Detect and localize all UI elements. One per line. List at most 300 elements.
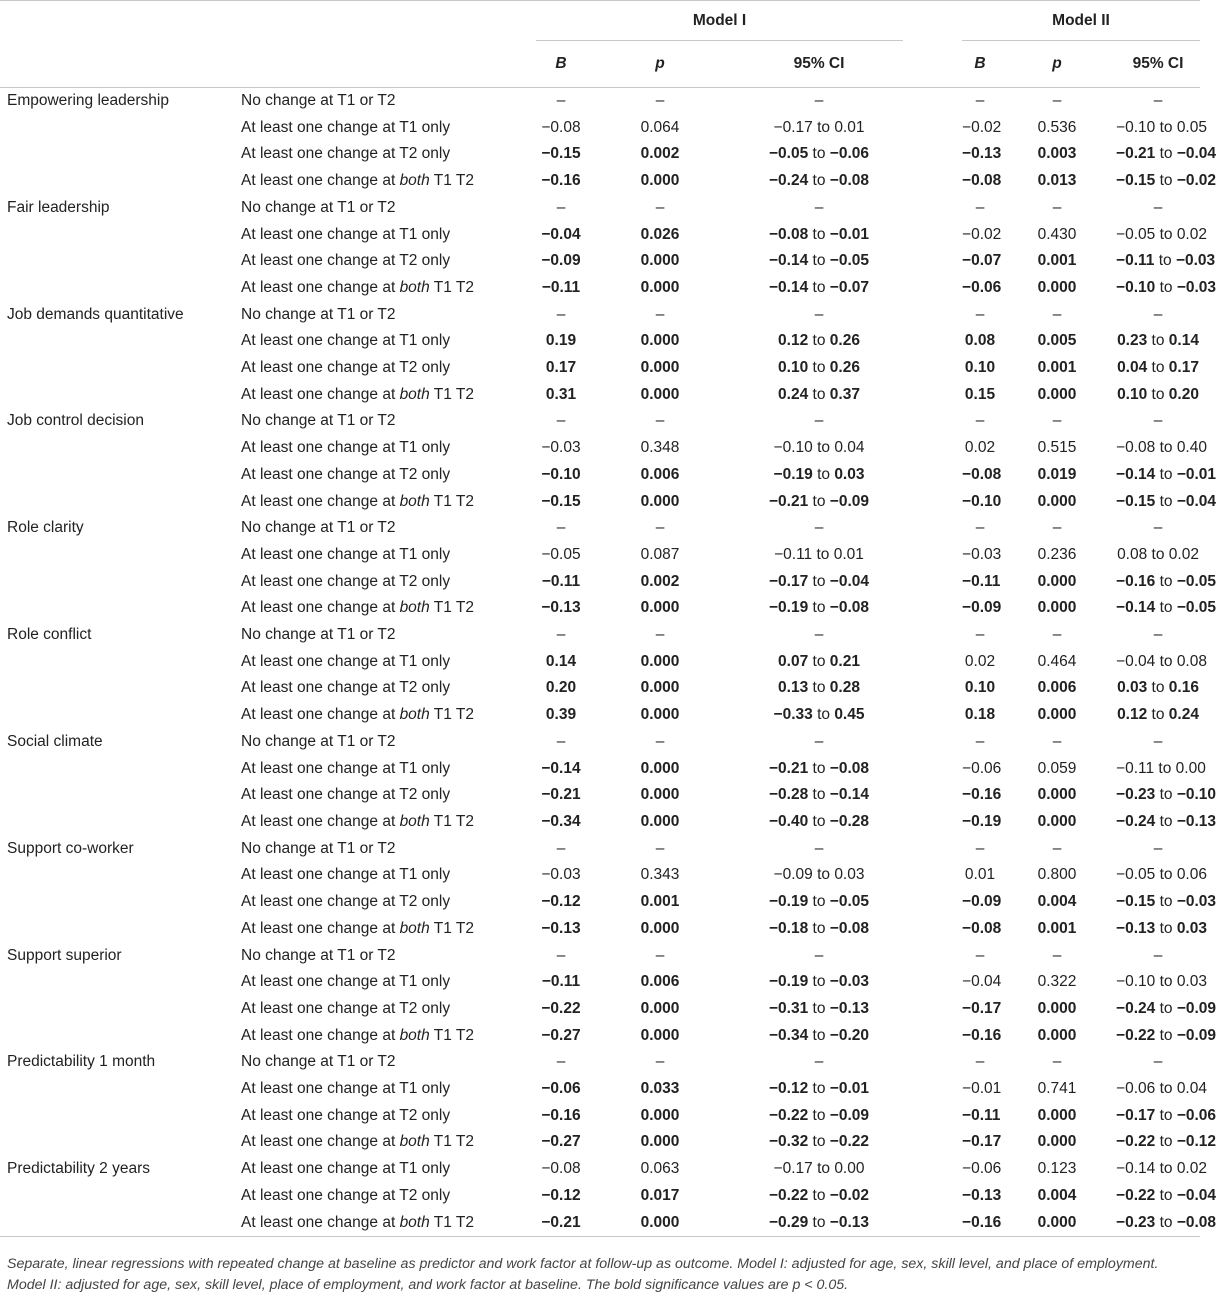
change-category-label: At least one change at T2 only bbox=[241, 1186, 451, 1204]
model1-b-value: −0.12 bbox=[541, 893, 581, 911]
change-category-label: At least one change at T1 only bbox=[241, 973, 451, 991]
label-prefix: At least one change at bbox=[241, 492, 400, 510]
reference-dash-model1: – bbox=[814, 519, 824, 537]
ci-upper: −0.01 bbox=[1176, 465, 1216, 483]
label-emphasis: both bbox=[399, 492, 430, 510]
model1-b-value: −0.11 bbox=[541, 572, 581, 590]
model2-b-value: −0.16 bbox=[962, 1210, 998, 1237]
model1-p-value: 0.348 bbox=[640, 439, 680, 457]
model1-b-value: −0.14 bbox=[541, 759, 581, 777]
model1-ci-value bbox=[728, 382, 910, 409]
column-gap bbox=[910, 141, 962, 168]
model2-p-value: 0.000 bbox=[1037, 599, 1077, 617]
col-b-model2: B bbox=[962, 41, 998, 88]
ci-separator: to bbox=[1151, 545, 1165, 563]
ci-separator: to bbox=[1159, 999, 1173, 1017]
label-prefix: At least one change at bbox=[241, 1026, 400, 1044]
ci-lower: 0.10 bbox=[778, 359, 809, 377]
model2-ci-value bbox=[1116, 595, 1216, 622]
model2-ci-value bbox=[1116, 675, 1200, 702]
reference-dash-model1: – bbox=[556, 626, 566, 644]
ci-upper: −0.04 bbox=[1176, 1186, 1216, 1204]
ci-lower: −0.40 bbox=[768, 812, 809, 830]
subheader-gap bbox=[910, 41, 962, 88]
table-row bbox=[0, 836, 1200, 863]
ci-lower: −0.10 bbox=[773, 439, 813, 457]
column-gap bbox=[910, 675, 962, 702]
label-prefix: At least one change at bbox=[241, 706, 400, 724]
reference-dash-model2: – bbox=[1153, 519, 1163, 537]
work-factor-label bbox=[0, 649, 232, 676]
change-category-label bbox=[232, 1129, 530, 1156]
model1-b-value: −0.34 bbox=[541, 812, 581, 830]
ci-lower: −0.19 bbox=[768, 973, 809, 991]
work-factor-label bbox=[0, 1103, 232, 1130]
ci-upper: 0.06 bbox=[1176, 866, 1207, 884]
work-factor-label bbox=[0, 1210, 232, 1237]
ci-lower: 0.04 bbox=[1117, 359, 1148, 377]
reference-dash-model1: – bbox=[655, 946, 665, 964]
model1-b-value: −0.13 bbox=[541, 919, 581, 937]
model1-ci-value bbox=[728, 435, 910, 462]
label-emphasis: both bbox=[399, 812, 430, 830]
work-factor-label bbox=[0, 222, 232, 249]
reference-dash-model2: – bbox=[1052, 626, 1062, 644]
change-category-label: At least one change at T2 only bbox=[241, 572, 451, 590]
work-factor-label: Support co-worker bbox=[7, 839, 134, 857]
ci-separator: to bbox=[812, 385, 826, 403]
model1-b-value: −0.05 bbox=[541, 545, 581, 563]
ci-upper: 0.00 bbox=[1175, 759, 1206, 777]
model1-p-value: 0.000 bbox=[640, 812, 680, 830]
ci-separator: to bbox=[812, 812, 826, 830]
model2-ci-value bbox=[1116, 756, 1206, 783]
model1-ci-value bbox=[728, 115, 910, 142]
work-factor-label bbox=[0, 969, 232, 996]
change-category-label: At least one change at T2 only bbox=[241, 786, 451, 804]
ci-lower: −0.15 bbox=[1116, 893, 1156, 911]
model1-p-value: 0.000 bbox=[640, 1106, 680, 1124]
ci-lower: 0.07 bbox=[778, 652, 809, 670]
ci-separator: to bbox=[1159, 812, 1173, 830]
ci-separator: to bbox=[812, 252, 826, 270]
model2-b-value: 0.02 bbox=[964, 652, 996, 670]
table-row bbox=[0, 328, 1200, 355]
ci-lower: −0.18 bbox=[768, 919, 809, 937]
reference-dash-model2: – bbox=[975, 519, 985, 537]
change-category-label: No change at T1 or T2 bbox=[241, 732, 396, 750]
ci-lower: 0.10 bbox=[1117, 385, 1148, 403]
table-row bbox=[0, 1076, 1200, 1103]
model2-p-value: 0.000 bbox=[1037, 572, 1077, 590]
ci-upper: −0.05 bbox=[829, 252, 870, 270]
table-row bbox=[0, 195, 1200, 222]
reference-dash-model2: – bbox=[1052, 198, 1062, 216]
ci-upper: −0.05 bbox=[829, 893, 870, 911]
change-category-label: At least one change at T2 only bbox=[241, 999, 451, 1017]
column-gap bbox=[910, 222, 962, 249]
ci-lower: −0.19 bbox=[773, 465, 813, 483]
model1-ci-value bbox=[728, 1156, 910, 1183]
ci-upper: −0.04 bbox=[1176, 492, 1216, 510]
ci-lower: −0.17 bbox=[773, 1160, 813, 1178]
model1-ci-value bbox=[728, 141, 910, 168]
model2-p-value: 0.741 bbox=[1037, 1080, 1077, 1098]
table-row bbox=[0, 435, 1200, 462]
ci-separator: to bbox=[812, 1133, 826, 1151]
change-category-label: At least one change at T1 only bbox=[241, 1160, 451, 1178]
model2-b-value: −0.02 bbox=[962, 225, 1002, 243]
work-factor-label bbox=[0, 115, 232, 142]
model2-p-value: 0.430 bbox=[1037, 225, 1077, 243]
reference-dash-model1: – bbox=[556, 412, 566, 430]
ci-separator: to bbox=[812, 1080, 826, 1098]
model2-b-value: −0.02 bbox=[962, 118, 1002, 136]
ci-upper: −0.04 bbox=[1176, 145, 1216, 163]
ci-lower: −0.05 bbox=[1116, 866, 1156, 884]
model2-p-value: 0.013 bbox=[1037, 172, 1077, 190]
ci-separator: to bbox=[812, 278, 826, 296]
ci-upper: −0.13 bbox=[829, 1213, 870, 1231]
model2-p-value: 0.236 bbox=[1037, 545, 1077, 563]
model2-ci-value bbox=[1116, 168, 1216, 195]
ci-lower: −0.10 bbox=[1116, 278, 1156, 296]
ci-upper: −0.07 bbox=[829, 278, 870, 296]
ci-lower: −0.08 bbox=[768, 225, 809, 243]
col-ci-model1: 95% CI bbox=[728, 41, 910, 88]
ci-lower: −0.21 bbox=[768, 759, 809, 777]
ci-separator: to bbox=[1159, 1106, 1173, 1124]
change-category-label: At least one change at T1 only bbox=[241, 332, 451, 350]
ci-upper: −0.03 bbox=[1176, 893, 1216, 911]
work-factor-label bbox=[0, 756, 232, 783]
ci-upper: −0.10 bbox=[1176, 786, 1216, 804]
ci-separator: to bbox=[812, 973, 826, 991]
ci-upper: −0.08 bbox=[1176, 1213, 1216, 1231]
ci-separator: to bbox=[812, 572, 826, 590]
model1-ci-value bbox=[728, 248, 910, 275]
work-factor-label bbox=[0, 248, 232, 275]
ci-separator: to bbox=[812, 332, 826, 350]
model2-ci-value bbox=[1116, 382, 1200, 409]
model2-ci-value bbox=[1116, 222, 1207, 249]
model1-ci-value bbox=[728, 969, 910, 996]
ci-separator: to bbox=[812, 1186, 826, 1204]
table-row bbox=[0, 115, 1200, 142]
work-factor-label bbox=[0, 542, 232, 569]
ci-upper: 0.02 bbox=[1168, 545, 1199, 563]
model1-ci-value bbox=[728, 889, 910, 916]
model2-ci-value bbox=[1116, 1076, 1207, 1103]
work-factor-label bbox=[0, 168, 232, 195]
ci-upper: 0.03 bbox=[1176, 973, 1207, 991]
column-gap bbox=[910, 756, 962, 783]
reference-dash-model2: – bbox=[1153, 626, 1163, 644]
table-row bbox=[0, 595, 1200, 622]
ci-separator: to bbox=[1151, 679, 1165, 697]
table-row bbox=[0, 222, 1200, 249]
ci-upper: −0.06 bbox=[829, 145, 870, 163]
ci-upper: −0.01 bbox=[829, 1080, 870, 1098]
change-category-label bbox=[232, 168, 530, 195]
model2-b-value: −0.01 bbox=[962, 1080, 1002, 1098]
ci-upper: −0.02 bbox=[829, 1186, 870, 1204]
ci-separator: to bbox=[1158, 759, 1172, 777]
label-suffix: T1 T2 bbox=[429, 1213, 474, 1231]
model2-b-value: −0.09 bbox=[962, 599, 1002, 617]
work-factor-label: Fair leadership bbox=[7, 198, 110, 216]
column-gap bbox=[910, 969, 962, 996]
model1-p-value: 0.000 bbox=[640, 1026, 680, 1044]
ci-lower: −0.17 bbox=[1116, 1106, 1156, 1124]
table-row bbox=[0, 622, 1200, 649]
ci-separator: to bbox=[812, 1026, 826, 1044]
change-category-label: At least one change at T2 only bbox=[241, 893, 451, 911]
reference-dash-model1: – bbox=[556, 946, 566, 964]
label-suffix: T1 T2 bbox=[429, 812, 474, 830]
change-category-label: No change at T1 or T2 bbox=[241, 412, 396, 430]
table-row bbox=[0, 569, 1200, 596]
reference-dash-model1: – bbox=[814, 198, 824, 216]
reference-dash-model2: – bbox=[1153, 412, 1163, 430]
model1-p-value: 0.017 bbox=[640, 1186, 680, 1204]
ci-upper: −0.09 bbox=[1176, 1026, 1216, 1044]
ci-upper: 0.28 bbox=[829, 679, 860, 697]
model1-b-value: −0.15 bbox=[541, 145, 581, 163]
ci-separator: to bbox=[812, 492, 826, 510]
ci-separator: to bbox=[812, 759, 826, 777]
model2-b-value: −0.06 bbox=[962, 1160, 1002, 1178]
reference-dash-model2: – bbox=[1153, 732, 1163, 750]
model-1-header bbox=[530, 1, 910, 42]
model2-p-value: 0.000 bbox=[1037, 1106, 1077, 1124]
work-factor-label: Role clarity bbox=[7, 519, 84, 537]
model1-b-value: −0.16 bbox=[541, 1106, 581, 1124]
reference-dash-model2: – bbox=[975, 305, 985, 323]
work-factor-label bbox=[0, 809, 232, 836]
model1-b-value: 0.17 bbox=[545, 359, 577, 377]
model1-p-value: 0.000 bbox=[640, 332, 680, 350]
model2-p-value: 0.006 bbox=[1037, 679, 1077, 697]
ci-separator: to bbox=[812, 145, 826, 163]
ci-lower: −0.11 bbox=[1116, 759, 1155, 777]
ci-upper: 0.16 bbox=[1168, 679, 1199, 697]
model2-b-value: −0.16 bbox=[962, 1026, 1002, 1044]
ci-lower: 0.23 bbox=[1117, 332, 1148, 350]
ci-separator: to bbox=[1151, 385, 1165, 403]
ci-lower: −0.14 bbox=[768, 252, 809, 270]
work-factor-label bbox=[0, 1129, 232, 1156]
reference-dash-model1: – bbox=[556, 1053, 566, 1071]
model1-b-value: 0.31 bbox=[545, 385, 577, 403]
reference-dash-model1: – bbox=[814, 305, 824, 323]
column-gap bbox=[910, 595, 962, 622]
model1-p-value: 0.002 bbox=[640, 145, 680, 163]
table-row bbox=[0, 1156, 1200, 1183]
change-category-label: No change at T1 or T2 bbox=[241, 519, 396, 537]
ci-lower: −0.12 bbox=[768, 1080, 809, 1098]
model1-b-value: −0.12 bbox=[541, 1186, 581, 1204]
column-gap bbox=[910, 1129, 962, 1156]
change-category-label: At least one change at T1 only bbox=[241, 759, 451, 777]
ci-separator: to bbox=[1151, 359, 1165, 377]
model2-ci-value bbox=[1116, 462, 1216, 489]
change-category-label bbox=[232, 1210, 530, 1237]
model2-p-value: 0.515 bbox=[1037, 439, 1077, 457]
change-category-label bbox=[232, 382, 530, 409]
table-row bbox=[0, 141, 1200, 168]
ci-separator: to bbox=[1151, 332, 1165, 350]
table-row bbox=[0, 408, 1200, 435]
reference-dash-model1: – bbox=[655, 626, 665, 644]
ci-upper: −0.03 bbox=[829, 973, 870, 991]
ci-upper: 0.05 bbox=[1176, 118, 1207, 136]
model1-ci-value bbox=[728, 1210, 910, 1237]
model1-p-value: 0.000 bbox=[640, 1133, 680, 1151]
model2-b-value: −0.17 bbox=[962, 999, 1002, 1017]
ci-upper: −0.13 bbox=[829, 999, 870, 1017]
ci-lower: −0.05 bbox=[768, 145, 809, 163]
model1-ci-value bbox=[728, 1023, 910, 1050]
column-gap bbox=[910, 862, 962, 889]
work-factor-label: Job control decision bbox=[7, 412, 144, 430]
model2-b-value: −0.11 bbox=[962, 572, 1001, 590]
reference-dash-model2: – bbox=[1153, 946, 1163, 964]
ci-separator: to bbox=[1159, 465, 1173, 483]
table-body bbox=[0, 88, 1216, 1237]
label-emphasis: both bbox=[399, 599, 430, 617]
model1-b-value: 0.19 bbox=[545, 332, 577, 350]
model1-ci-value bbox=[728, 916, 910, 943]
column-gap bbox=[910, 115, 962, 142]
column-gap bbox=[910, 462, 962, 489]
ci-upper: −0.08 bbox=[829, 919, 870, 937]
model1-b-value: 0.20 bbox=[545, 679, 577, 697]
reference-dash-model1: – bbox=[655, 839, 665, 857]
change-category-label: At least one change at T1 only bbox=[241, 652, 451, 670]
table-row bbox=[0, 809, 1200, 836]
model2-ci-value bbox=[1116, 1183, 1216, 1210]
model2-ci-value bbox=[1116, 542, 1200, 569]
ci-upper: −0.01 bbox=[829, 225, 870, 243]
model2-b-value: 0.10 bbox=[964, 359, 996, 377]
model1-p-value: 0.064 bbox=[640, 118, 680, 136]
model1-b-value: −0.09 bbox=[541, 252, 581, 270]
model2-ci-value bbox=[1116, 328, 1200, 355]
model2-p-value: 0.000 bbox=[1037, 385, 1077, 403]
column-gap bbox=[910, 1183, 962, 1210]
ci-lower: −0.24 bbox=[768, 172, 809, 190]
model2-ci-value bbox=[1116, 569, 1216, 596]
column-gap bbox=[910, 355, 962, 382]
table-row bbox=[0, 275, 1200, 302]
ci-separator: to bbox=[817, 439, 830, 457]
model2-b-value: −0.11 bbox=[962, 1106, 1001, 1124]
model1-b-value: −0.16 bbox=[541, 172, 581, 190]
header-spacer bbox=[0, 1, 530, 42]
ci-separator: to bbox=[1158, 252, 1172, 270]
model1-b-value: −0.04 bbox=[541, 225, 581, 243]
model-1-title: Model I bbox=[536, 2, 903, 41]
model1-ci-value bbox=[728, 1076, 910, 1103]
ci-separator: to bbox=[812, 1213, 826, 1231]
ci-separator: to bbox=[1151, 706, 1165, 724]
model1-ci-value bbox=[728, 1103, 910, 1130]
ci-lower: −0.14 bbox=[1116, 599, 1156, 617]
ci-separator: to bbox=[1159, 1160, 1173, 1178]
ci-separator: to bbox=[816, 545, 830, 563]
model1-p-value: 0.000 bbox=[592, 1210, 728, 1237]
reference-dash-model1: – bbox=[814, 839, 824, 857]
model2-p-value: 0.004 bbox=[1037, 893, 1077, 911]
model2-b-value: −0.10 bbox=[962, 492, 1002, 510]
model2-p-value: 0.001 bbox=[1037, 359, 1077, 377]
label-emphasis: both bbox=[399, 172, 430, 190]
model1-p-value: 0.000 bbox=[640, 652, 680, 670]
table-row bbox=[0, 675, 1200, 702]
column-gap bbox=[910, 649, 962, 676]
reference-dash-model1: – bbox=[556, 305, 566, 323]
model2-b-value: −0.17 bbox=[962, 1133, 1002, 1151]
reference-dash-model1: – bbox=[814, 412, 824, 430]
table-row bbox=[0, 729, 1200, 756]
change-category-label: No change at T1 or T2 bbox=[241, 305, 396, 323]
model2-p-value: 0.059 bbox=[1037, 759, 1077, 777]
model2-p-value: 0.000 bbox=[1037, 492, 1077, 510]
model2-p-value: 0.001 bbox=[1037, 252, 1077, 270]
change-category-label: At least one change at T1 only bbox=[241, 1080, 451, 1098]
column-gap bbox=[910, 168, 962, 195]
table-row bbox=[0, 889, 1200, 916]
column-gap bbox=[910, 729, 962, 756]
ci-upper: −0.20 bbox=[829, 1026, 870, 1044]
work-factor-label bbox=[0, 382, 232, 409]
ci-lower: −0.17 bbox=[773, 118, 813, 136]
model2-ci-value bbox=[1116, 996, 1216, 1023]
ci-lower: 0.03 bbox=[1117, 679, 1148, 697]
ci-lower: −0.06 bbox=[1116, 1080, 1156, 1098]
change-category-label bbox=[232, 1023, 530, 1050]
model1-p-value: 0.000 bbox=[640, 252, 680, 270]
model1-p-value: 0.000 bbox=[640, 278, 680, 296]
ci-lower: −0.11 bbox=[1116, 252, 1155, 270]
change-category-label: No change at T1 or T2 bbox=[241, 946, 396, 964]
ci-separator: to bbox=[1159, 572, 1173, 590]
ci-separator: to bbox=[817, 118, 830, 136]
label-emphasis: both bbox=[399, 1133, 430, 1151]
model1-b-value: −0.21 bbox=[541, 786, 581, 804]
change-category-label: No change at T1 or T2 bbox=[241, 1053, 396, 1071]
ci-upper: 0.03 bbox=[834, 465, 865, 483]
header-gap bbox=[910, 1, 962, 42]
work-factor-label bbox=[0, 862, 232, 889]
table-row bbox=[0, 168, 1200, 195]
ci-lower: 0.08 bbox=[1117, 545, 1148, 563]
ci-separator: to bbox=[1159, 599, 1173, 617]
model1-b-value: −0.22 bbox=[541, 999, 581, 1017]
work-factor-label bbox=[0, 275, 232, 302]
ci-lower: 0.13 bbox=[778, 679, 809, 697]
ci-separator: to bbox=[1159, 1133, 1173, 1151]
work-factor-label bbox=[0, 595, 232, 622]
work-factor-label bbox=[0, 141, 232, 168]
change-category-label: At least one change at T2 only bbox=[241, 1106, 451, 1124]
ci-separator: to bbox=[812, 359, 826, 377]
ci-lower: −0.24 bbox=[1116, 999, 1156, 1017]
model2-ci-value bbox=[1116, 355, 1200, 382]
model2-ci-value bbox=[1116, 1129, 1216, 1156]
ci-lower: −0.14 bbox=[768, 278, 809, 296]
